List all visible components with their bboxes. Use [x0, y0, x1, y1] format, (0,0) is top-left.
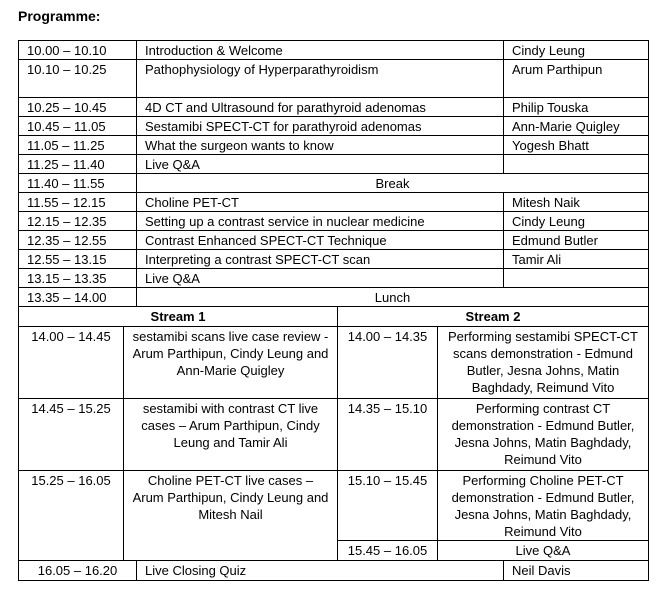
session-title: Pathophysiology of Hyperparathyroidism	[137, 60, 504, 98]
session-time: 12.35 – 12.55	[19, 231, 137, 250]
session-time: 10.10 – 10.25	[19, 60, 137, 98]
session-speaker	[504, 155, 649, 174]
stream1-time: 14.00 – 14.45	[19, 327, 124, 399]
session-title: Contrast Enhanced SPECT-CT Technique	[137, 231, 504, 250]
stream2-header: Stream 2	[338, 307, 649, 327]
table-row	[19, 60, 649, 98]
session-time: 13.35 – 14.00	[19, 288, 137, 307]
session-speaker: Ann-Marie Quigley	[504, 117, 649, 136]
stream1-time: 15.25 – 16.05	[19, 471, 124, 561]
table-row-lunch	[19, 288, 649, 307]
session-title: Sestamibi SPECT-CT for parathyroid adenomas	[137, 117, 504, 136]
session-title: Introduction & Welcome	[137, 41, 504, 60]
stream2-session: Performing Choline PET-CT demonstration - Edmund Butler, Jesna Johns, Matin Baghdady, Reimund Vito	[438, 471, 649, 541]
stream2-session: Live Q&A	[438, 541, 649, 561]
table-row	[19, 269, 649, 288]
session-title: What the surgeon wants to know	[137, 136, 504, 155]
table-row	[19, 155, 649, 174]
stream-row	[19, 399, 649, 471]
stream1-session: sestamibi scans live case review - Arum Parthipun, Cindy Leung and Ann-Marie Quigley	[124, 327, 338, 399]
programme-table	[18, 40, 649, 581]
stream2-time: 15.45 – 16.05	[338, 541, 438, 561]
lunch-label: Lunch	[137, 288, 649, 307]
session-speaker: Neil Davis	[504, 561, 649, 581]
table-row	[19, 41, 649, 60]
session-speaker: Mitesh Naik	[504, 193, 649, 212]
stream2-time: 15.10 – 15.45	[338, 471, 438, 541]
break-label: Break	[137, 174, 649, 193]
closing-row	[19, 561, 649, 581]
session-time: 12.55 – 13.15	[19, 250, 137, 269]
session-title: 4D CT and Ultrasound for parathyroid adenomas	[137, 98, 504, 117]
session-time: 10.25 – 10.45	[19, 98, 137, 117]
session-title: Live Q&A	[137, 269, 504, 288]
stream1-session: Choline PET-CT live cases – Arum Parthipun, Cindy Leung and Mitesh Nail	[124, 471, 338, 561]
session-speaker: Tamir Ali	[504, 250, 649, 269]
session-title: Setting up a contrast service in nuclear medicine	[137, 212, 504, 231]
stream1-header: Stream 1	[19, 307, 338, 327]
session-time: 11.25 – 11.40	[19, 155, 137, 174]
session-title: Interpreting a contrast SPECT-CT scan	[137, 250, 504, 269]
session-time: 12.15 – 12.35	[19, 212, 137, 231]
session-time: 11.55 – 12.15	[19, 193, 137, 212]
session-time: 16.05 – 16.20	[19, 561, 137, 581]
session-speaker: Yogesh Bhatt	[504, 136, 649, 155]
table-row-break	[19, 174, 649, 193]
stream-row	[19, 327, 649, 399]
stream2-time: 14.35 – 15.10	[338, 399, 438, 471]
session-speaker	[504, 269, 649, 288]
session-title: Live Closing Quiz	[137, 561, 504, 581]
session-speaker: Arum Parthipun	[504, 60, 649, 98]
session-speaker: Cindy Leung	[504, 212, 649, 231]
session-time: 13.15 – 13.35	[19, 269, 137, 288]
table-row	[19, 117, 649, 136]
session-speaker: Philip Touska	[504, 98, 649, 117]
stream1-time: 14.45 – 15.25	[19, 399, 124, 471]
session-speaker: Edmund Butler	[504, 231, 649, 250]
stream2-time: 14.00 – 14.35	[338, 327, 438, 399]
table-row	[19, 231, 649, 250]
session-title: Choline PET-CT	[137, 193, 504, 212]
stream-header-row	[19, 307, 649, 327]
table-row	[19, 98, 649, 117]
stream2-session: Performing sestamibi SPECT-CT scans demonstration - Edmund Butler, Jesna Johns, Matin Baghdady, Reimund Vito	[438, 327, 649, 399]
session-time: 11.40 – 11.55	[19, 174, 137, 193]
session-speaker: Cindy Leung	[504, 41, 649, 60]
stream-row	[19, 471, 649, 541]
table-row	[19, 250, 649, 269]
stream2-session: Performing contrast CT demonstration - Edmund Butler, Jesna Johns, Matin Baghdady, Reimund Vito	[438, 399, 649, 471]
session-time: 10.45 – 11.05	[19, 117, 137, 136]
table-row	[19, 212, 649, 231]
stream1-session: sestamibi with contrast CT live cases – Arum Parthipun, Cindy Leung and Tamir Ali	[124, 399, 338, 471]
session-time: 10.00 – 10.10	[19, 41, 137, 60]
page-title: Programme:	[18, 8, 101, 24]
table-row	[19, 193, 649, 212]
session-time: 11.05 – 11.25	[19, 136, 137, 155]
table-row	[19, 136, 649, 155]
session-title: Live Q&A	[137, 155, 504, 174]
